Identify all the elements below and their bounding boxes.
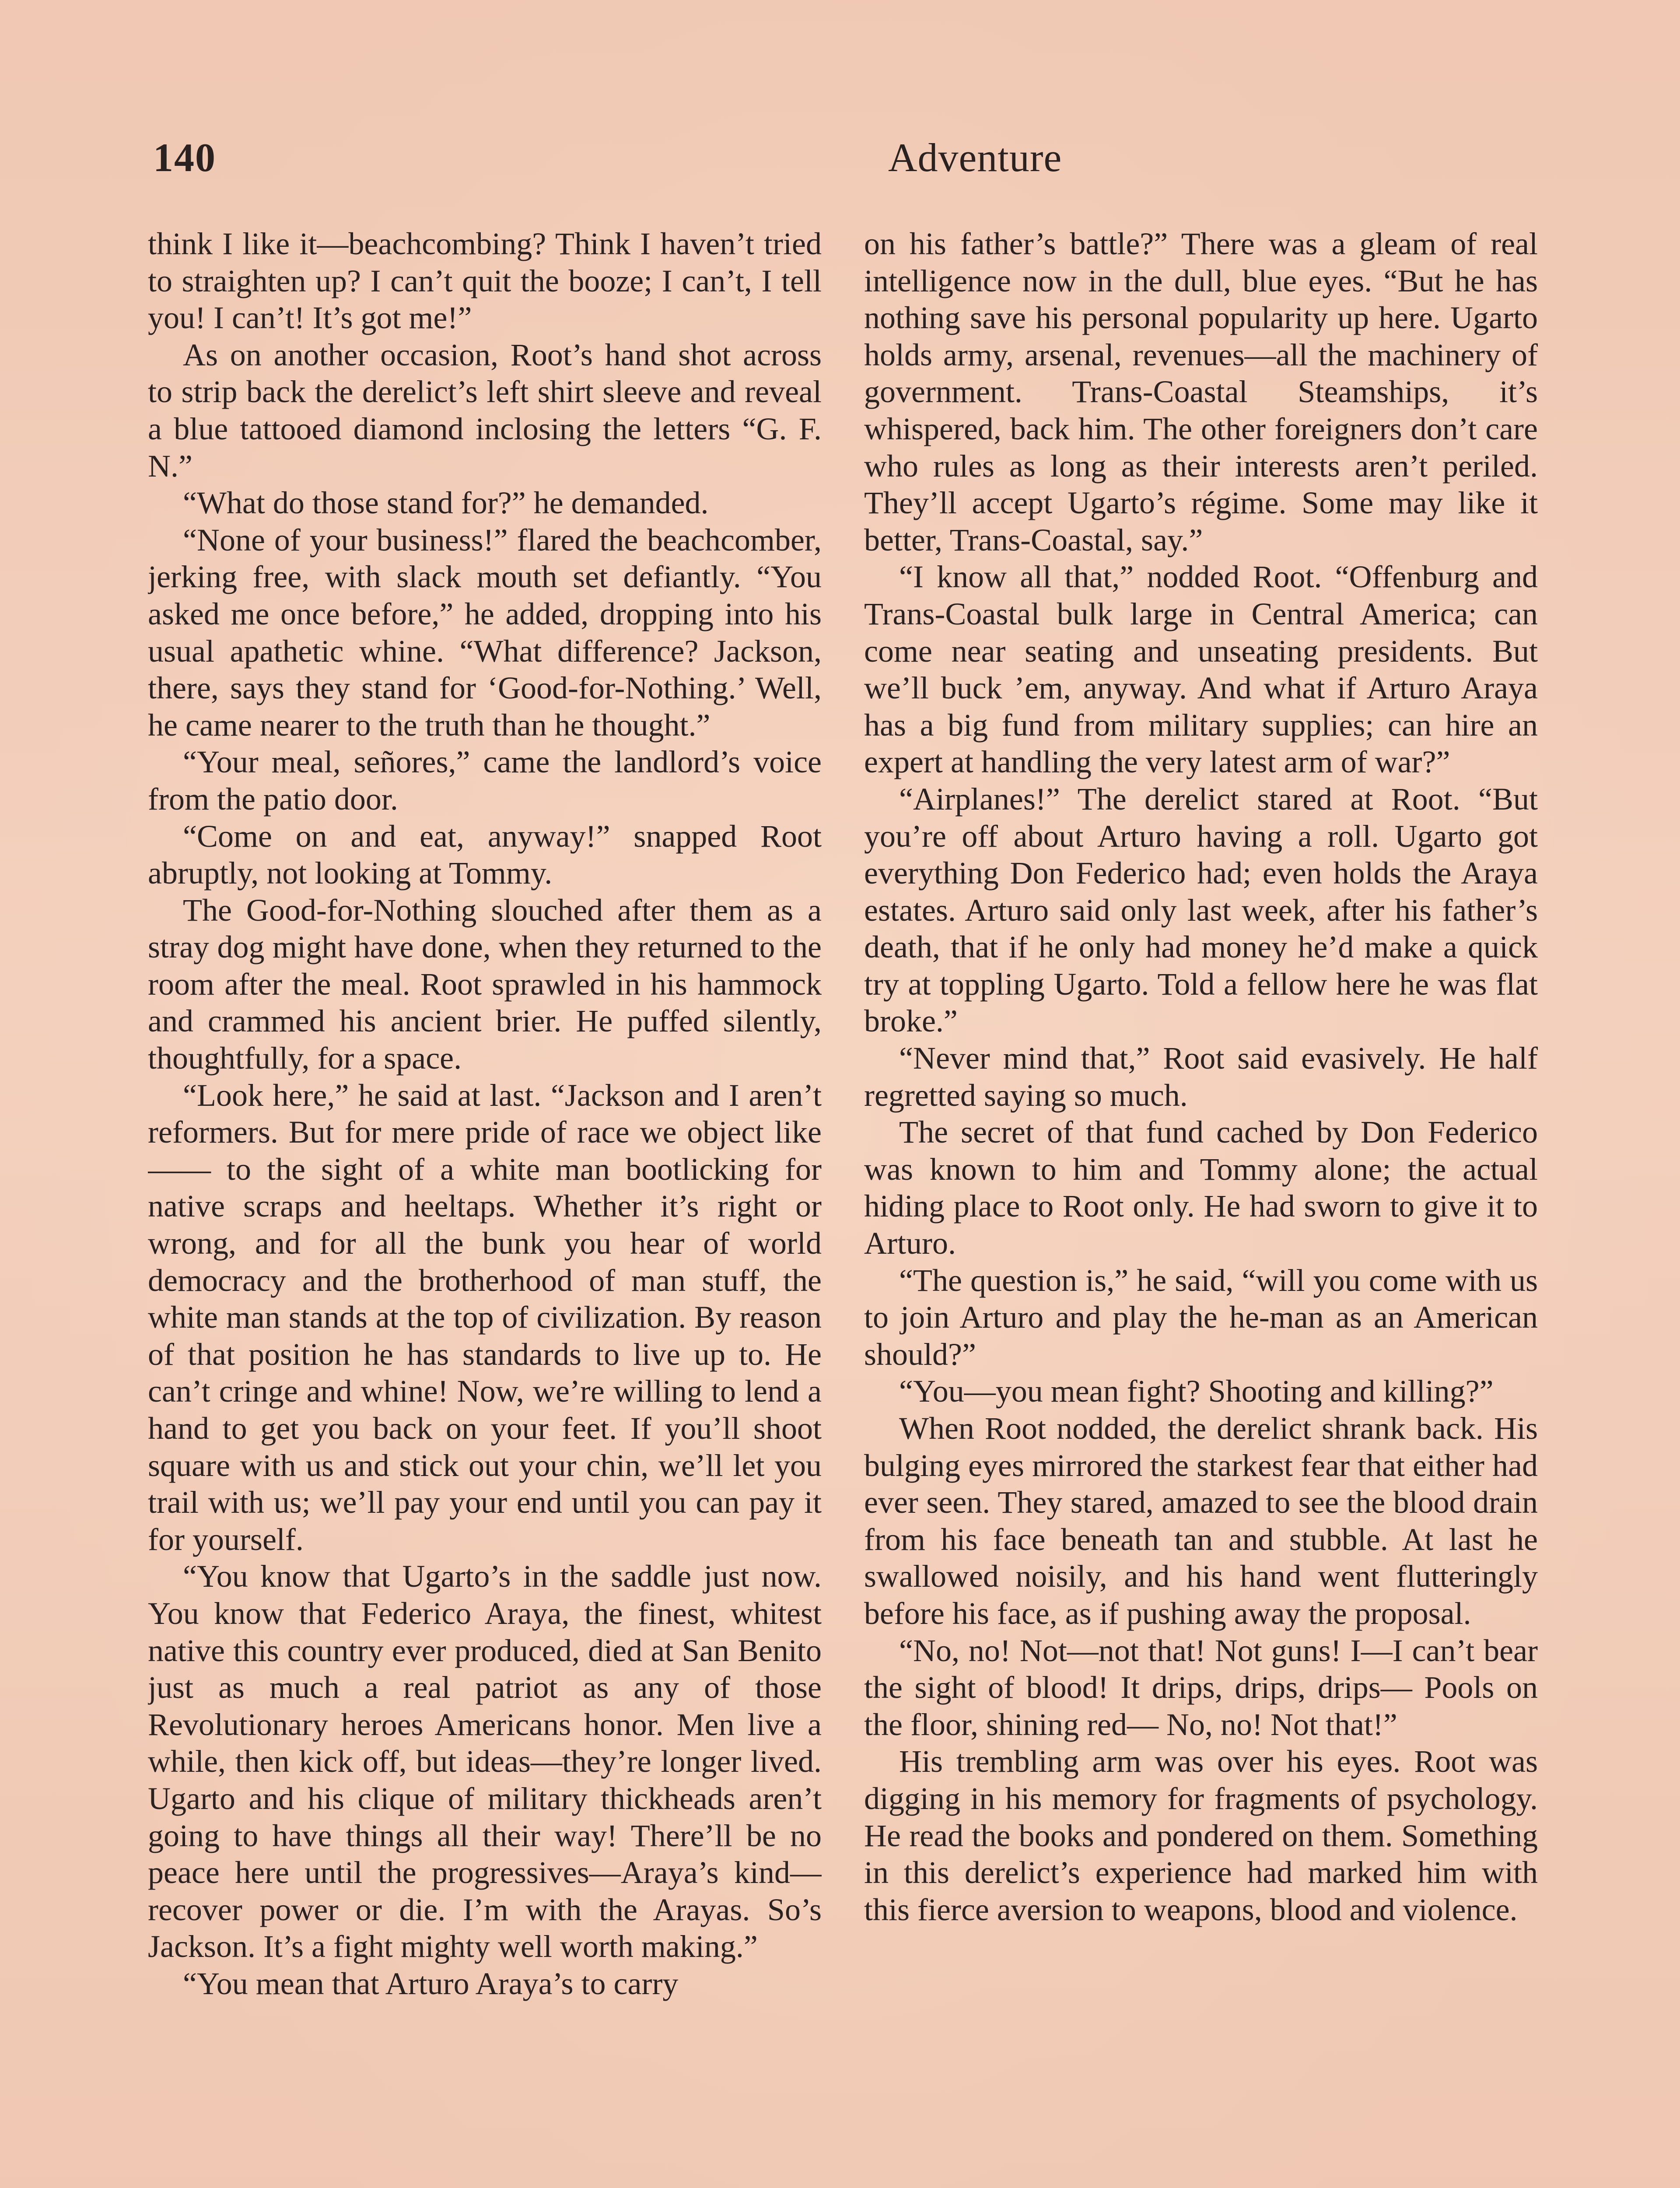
paragraph: “What do those stand for?” he demanded. [183, 485, 709, 521]
paragraph: “Your meal, señores,” came the landlord’s voice from the patio door. [148, 744, 822, 817]
paragraph: “The question is,” he said, “will you come with us to join Arturo and play the he-man as an American should?” [864, 1262, 1538, 1372]
paragraph: “You—you mean fight? Shooting and killing?” [899, 1374, 1494, 1409]
paragraph: “You mean that Arturo Araya’s to carry [183, 1966, 679, 2001]
paragraph: think I like it—beachcombing? Think I haven’t tried to straighten up? I can’t quit the booze; I can’t, I tell you! I can’t! It’s got me!” [148, 226, 822, 336]
page-number: 140 [153, 135, 216, 180]
paragraph: “Come on and eat, anyway!” snapped Root abruptly, not looking at Tommy. [148, 818, 822, 891]
paragraph: “You know that Ugarto’s in the saddle just now. You know that Federico Araya, the finest, whitest native this country ever produced, died at San Benito just as much a real patriot as any of those Revolutionary heroes Americans honor. Men live a while, then kick off, but ideas—they’re longer lived. Ugarto and his clique of military thickheads aren’t going to have things all their way! There’ll be no peace here until the progressives—Araya’s kind—recover power or die. I’m with the Arayas. So’s Jackson. It’s a fight mighty well worth making.” [148, 1559, 822, 1964]
paragraph: on his father’s battle?” There was a gleam of real intelligence now in the dull, blue eyes. “But he has nothing save his personal popularity up here. Ugarto holds army, arsenal, revenues—all the machinery of government. Trans-Coastal Steamships, it’s whispered, back him. The other foreigners don’t care who rules as long as their interests aren’t periled. They’ll accept Ugarto’s régime. Some may like it better, Trans-Coastal, say.” [864, 226, 1538, 558]
paragraph: The Good-for-Nothing slouched after them as a stray dog might have done, when they returned to the room after the meal. Root sprawled in his hammock and crammed his ancient brier. He puffed silently, thoughtfully, for a space. [148, 892, 822, 1076]
paragraph: “Look here,” he said at last. “Jackson and I aren’t reformers. But for mere pride of race we object like —— to the sight of a white man bootlicking for native scraps and heeltaps. Whether it’s right or wrong, and for all the bunk you hear of world democracy and the brotherhood of man stuff, the white man stands at the top of civilization. By reason of that position he has standards to live up to. He can’t cringe and whine! Now, we’re willing to lend a hand to get you back on your feet. If you’ll shoot square with us and stick out your chin, we’ll let you trail with us; we’ll pay your end until you can pay it for yourself. [148, 1077, 822, 1557]
paragraph: As on another occasion, Root’s hand shot across to strip back the derelict’s left shirt sleeve and reveal a blue tattooed diamond inclosing the letters “G. F. N.” [148, 337, 822, 484]
paragraph: “Airplanes!” The derelict stared at Root. “But you’re off about Arturo having a roll. Ugarto got everything Don Federico had; even holds the Araya estates. Arturo said only last week, after his father’s death, that if he only had money he’d make a quick try at toppling Ugarto. Told a fellow here he was flat broke.” [864, 781, 1538, 1039]
paragraph: “I know all that,” nodded Root. “Offenburg and Trans-Coastal bulk large in Central America; can come near seating and unseating presidents. But we’ll buck ’em, anyway. And what if Arturo Araya has a big fund from military supplies; can hire an expert at handling the very latest arm of war?” [864, 559, 1538, 780]
paragraph: “Never mind that,” Root said evasively. He half regretted saying so much. [864, 1041, 1538, 1113]
running-title: Adventure [888, 135, 1062, 180]
left-column [148, 225, 822, 2188]
paragraph: The secret of that fund cached by Don Federico was known to him and Tommy alone; the actual hiding place to Root only. He had sworn to give it to Arturo. [864, 1115, 1538, 1261]
paragraph: His trembling arm was over his eyes. Root was digging in his memory for fragments of psychology. He read the books and pondered on them. Something in this derelict’s experience had marked him with this fierce aversion to weapons, blood and violence. [864, 1744, 1538, 1927]
right-column [864, 225, 1538, 2188]
paragraph: “No, no! Not—not that! Not guns! I—I can’t bear the sight of blood! It drips, drips, drips— Pools on the floor, shining red— No, no! Not that!” [864, 1633, 1538, 1742]
paragraph: When Root nodded, the derelict shrank back. His bulging eyes mirrored the starkest fear that either had ever seen. They stared, amazed to see the blood drain from his face beneath tan and stubble. At last he swallowed noisily, and his hand went flutteringly before his face, as if pushing away the proposal. [864, 1411, 1538, 1631]
paragraph: “None of your business!” flared the beachcomber, jerking free, with slack mouth set defiantly. “You asked me once before,” he added, dropping into his usual apathetic whine. “What difference? Jackson, there, says they stand for ‘Good-for-Nothing.’ Well, he came nearer to the truth than he thought.” [148, 522, 822, 743]
page-header [153, 131, 1544, 184]
